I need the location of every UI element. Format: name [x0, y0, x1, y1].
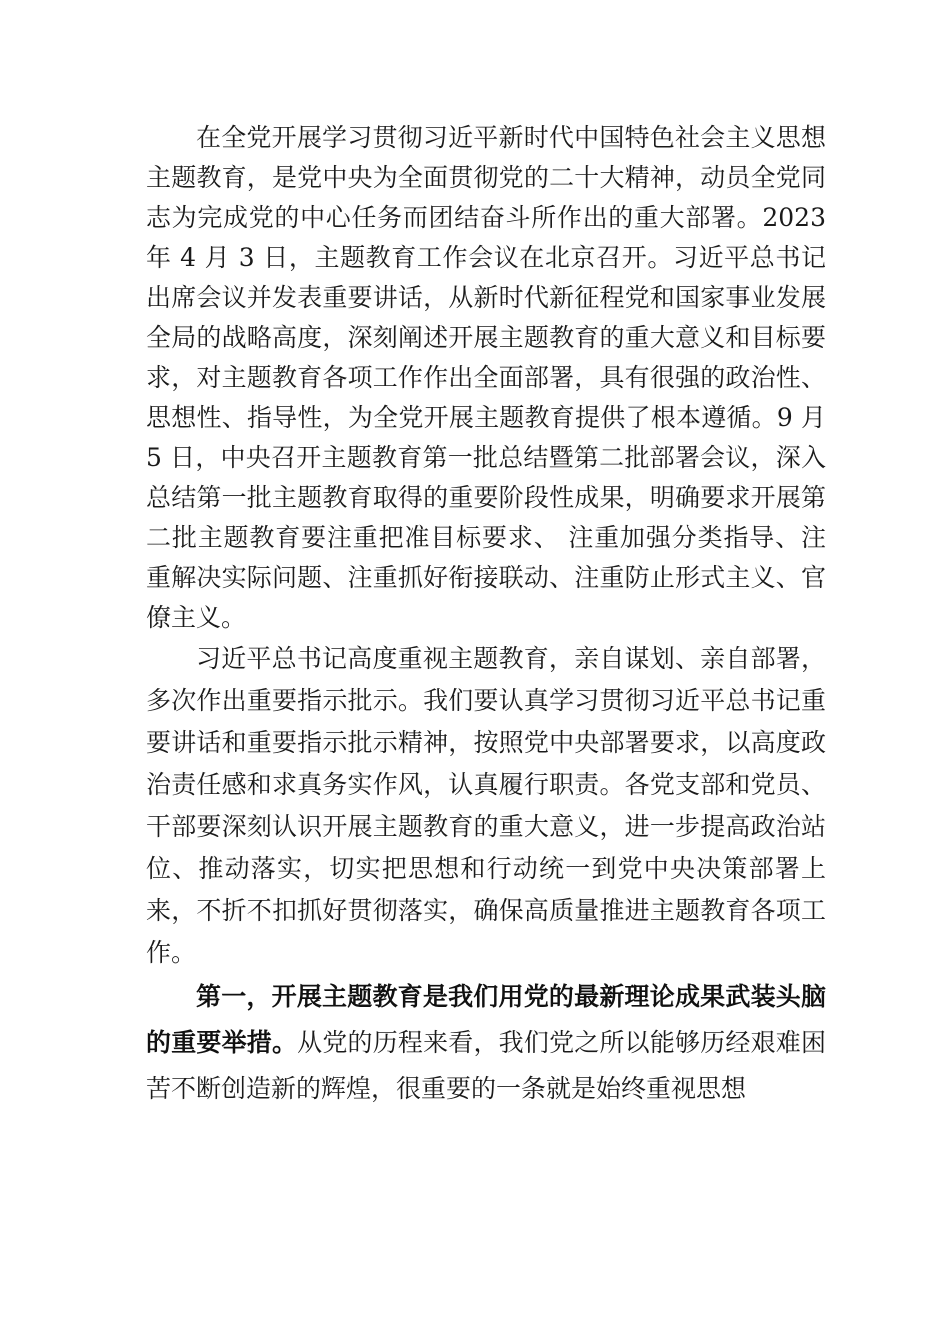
document-body [146, 118, 826, 1112]
paragraph-first-point [146, 974, 826, 1112]
paragraph-intro: 在全党开展学习贯彻习近平新时代中国特色社会主义思想主题教育，是党中央为全面贯彻党的二十大精神，动员全党同志为完成党的中心任务而团结奋斗所作出的重大部署。2023 年 4 月 3 日，主题教育工作会议在北京召开。习近平总书记出席会议并发表重要讲话，从新时代新征程党和国家事业发展全局的战略高度，深刻阐述开展主题教育的重大意义和目标要求，对主题教育各项工作作出全面部署，具有很强的政治性、思想性、指导性，为全党开展主题教育提供了根本遵循。9 月 5 日，中央召开主题教育第一批总结暨第二批部署会议，深入总结第一批主题教育取得的重要阶段性成果，明确要求开展第二批主题教育要注重把准目标要求、 注重加强分类指导、注重解决实际问题、注重抓好衔接联动、注重防止形式主义、官僚主义。 [146, 123, 826, 632]
section-heading-first: 第一，开展主题教育是我们用党的最新理论成果武装头脑的重要举措。 [146, 982, 826, 1057]
section-body-first: 从党的历程来看，我们党之所以能够历经艰难困苦不断创造新的辉煌，很重要的一条就是始终重视思想 [146, 1028, 826, 1103]
paragraph-instructions: 习近平总书记高度重视主题教育，亲自谋划、亲自部署，多次作出重要指示批示。我们要认真学习贯彻习近平总书记重要讲话和重要指示批示精神，按照党中央部署要求，以高度政治责任感和求真务实作风，认真履行职责。各党支部和党员、干部要深刻认识开展主题教育的重大意义，进一步提高政治站位、推动落实，切实把思想和行动统一到党中央决策部署上来，不折不扣抓好贯彻落实，确保高质量推进主题教育各项工作。 [146, 644, 826, 967]
